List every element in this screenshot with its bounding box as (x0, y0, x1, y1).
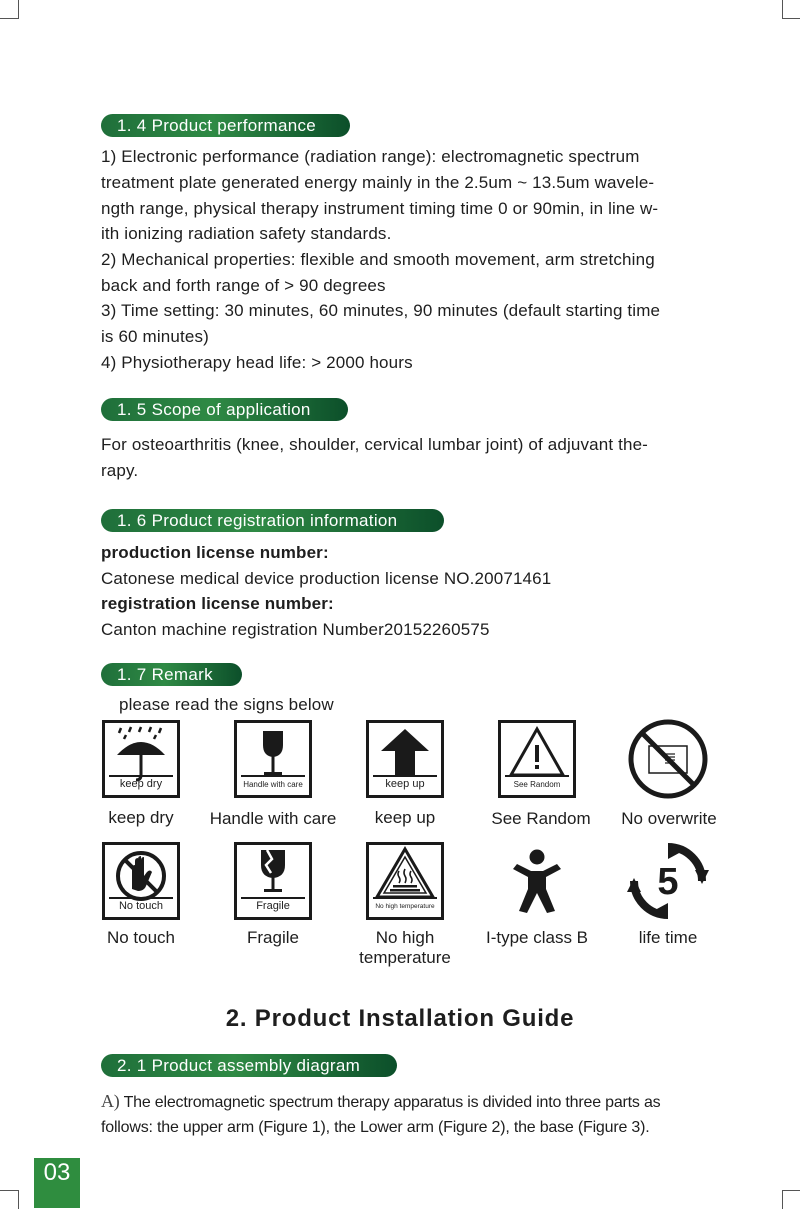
caption-handle-with-care: Handle with care (209, 809, 337, 828)
section-header-scope: 1. 5 Scope of application (101, 398, 348, 421)
performance-line-4: ith ionizing radiation safety standards. (101, 224, 392, 243)
body-type-b-icon (505, 847, 569, 917)
sign-label: keep dry (109, 775, 173, 792)
item-letter: A) (101, 1091, 120, 1111)
section-header-registration: 1. 6 Product registration information (101, 509, 444, 532)
life-time-number: 5 (657, 861, 679, 903)
registration-license-label: registration license number: (101, 594, 334, 613)
warning-triangle-icon (501, 723, 573, 783)
caption-type-b: I-type class B (485, 928, 589, 947)
sign-label: No touch (109, 897, 173, 914)
scope-line-1: For osteoarthritis (knee, shoulder, cervical lumbar joint) of adjuvant the- (101, 435, 648, 454)
caption-keep-dry: keep dry (108, 808, 174, 827)
assembly-text-1: The electromagnetic spectrum therapy apparatus is divided into three parts as (123, 1094, 661, 1111)
assembly-line-1 (101, 1088, 660, 1116)
chapter-title: 2. Product Installation Guide (225, 1005, 575, 1032)
life-time-5-icon (627, 840, 709, 922)
umbrella-rain-icon (105, 723, 177, 783)
sign-fragile (234, 842, 312, 920)
broken-glass-icon (237, 845, 309, 905)
section-header-product-performance: 1. 4 Product performance (101, 114, 350, 137)
section-header-assembly: 2. 1 Product assembly diagram (101, 1054, 397, 1077)
page-number: 03 (34, 1158, 80, 1208)
sign-label: Handle with care (241, 775, 305, 792)
performance-line-2: treatment plate generated energy mainly in the 2.5um ~ 13.5um wavele- (101, 173, 655, 192)
performance-line-7: 3) Time setting: 30 minutes, 60 minutes, 90 minutes (default starting time (101, 301, 661, 320)
caption-life-time: life time (638, 928, 698, 947)
caption-no-high-line2: temperature (359, 948, 451, 967)
caption-see-random: See Random (491, 809, 591, 828)
registration-license-value: Canton machine registration Number20152260575 (101, 620, 490, 639)
performance-line-5: 2) Mechanical properties: flexible and smooth movement, arm stretching (101, 250, 655, 269)
sign-keep-dry (102, 720, 180, 798)
remark-intro: please read the signs below (119, 695, 334, 714)
crop-mark-top-left (0, 0, 19, 19)
scope-line-2: rapy. (101, 461, 139, 480)
caption-fragile: Fragile (247, 928, 299, 947)
performance-line-3: ngth range, physical therapy instrument timing time 0 or 90min, in line w- (101, 199, 659, 218)
sign-no-touch (102, 842, 180, 920)
sign-keep-up (366, 720, 444, 798)
performance-line-9: 4) Physiotherapy head life: > 2000 hours (101, 353, 413, 372)
caption-no-overwrite: No overwrite (621, 809, 717, 828)
sign-label: Fragile (241, 897, 305, 914)
production-license-value: Catonese medical device production license NO.20071461 (101, 569, 552, 588)
arrow-up-icon (369, 723, 441, 783)
sign-label: keep up (373, 775, 437, 792)
performance-line-6: back and forth range of > 90 degrees (101, 276, 386, 295)
hot-surface-icon (369, 845, 441, 905)
sign-see-random (498, 720, 576, 798)
production-license-label: production license number: (101, 543, 329, 562)
sign-label: See Random (505, 775, 569, 792)
caption-no-high-line1: No high (375, 928, 435, 947)
performance-line-1: 1) Electronic performance (radiation range): electromagnetic spectrum (101, 147, 640, 166)
sign-no-high-temperature (366, 842, 444, 920)
crop-mark-bottom-right (782, 1190, 800, 1209)
performance-line-8: is 60 minutes) (101, 327, 209, 346)
crop-mark-bottom-left (0, 1190, 19, 1209)
caption-no-touch: No touch (106, 928, 176, 947)
sign-handle-with-care (234, 720, 312, 798)
section-header-remark: 1. 7 Remark (101, 663, 242, 686)
sign-label: No high temperature (373, 897, 437, 914)
assembly-line-2: follows: the upper arm (Figure 1), the Lower arm (Figure 2), the base (Figure 3). (101, 1119, 650, 1136)
no-touch-hand-icon (105, 845, 177, 905)
caption-keep-up: keep up (374, 808, 436, 827)
wine-glass-icon (237, 723, 309, 783)
crop-mark-top-right (782, 0, 800, 19)
no-overwrite-icon (627, 718, 709, 800)
